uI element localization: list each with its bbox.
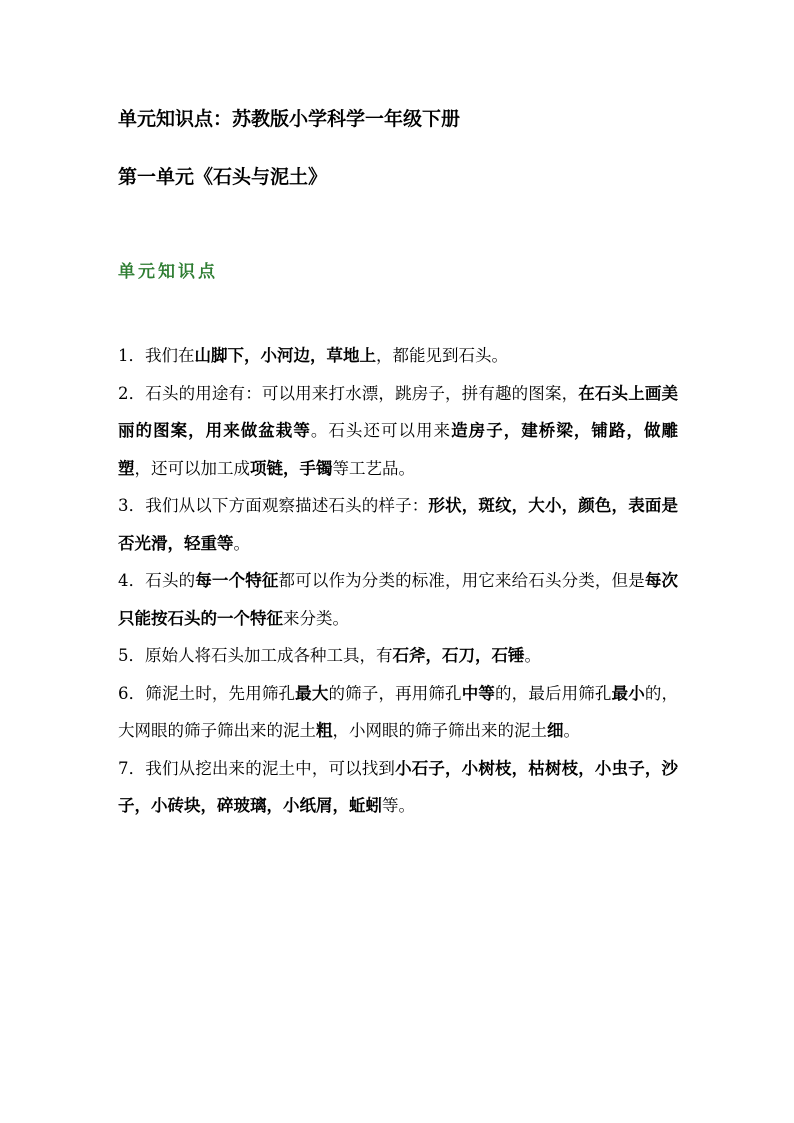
text-segment: 打水漂，跳房子，拼有趣的图案 (328, 383, 562, 403)
knowledge-points-list (118, 337, 678, 825)
text-segment: ， (561, 383, 579, 403)
bold-text-segment: 最小 (611, 683, 645, 703)
section-heading: 单元知识点 (118, 262, 218, 282)
bold-text-segment: 粗 (316, 721, 333, 740)
text-segment: 4．石头的 (118, 571, 196, 590)
bold-text-segment: 形状，斑纹，大小，颜色，表面是否光滑，轻重等 (118, 496, 679, 553)
text-segment: ，还可以加工成 (134, 458, 250, 478)
document-title: 单元知识点：苏教版小学科学一年级下册 (118, 108, 461, 130)
text-segment: 的，大网眼的筛子筛出来的泥土 (118, 683, 679, 740)
knowledge-point (118, 675, 678, 750)
bold-text-segment: 造房子，建桥梁，铺路，做雕塑 (118, 421, 679, 478)
text-segment: 。 (563, 721, 580, 740)
text-segment: 1．我们在 (118, 346, 195, 365)
text-segment: 。 (524, 646, 541, 665)
text-segment: 3．我们从以下方面观察描述石头的样子： (118, 496, 429, 515)
knowledge-point (118, 637, 678, 675)
unit-title: 第一单元《石头与泥土》 (118, 166, 328, 188)
text-segment: 都可以作为分类的标准，用它来给石头分类，但是 (278, 571, 645, 590)
knowledge-point (118, 562, 678, 637)
text-segment: 等。 (382, 796, 415, 815)
text-segment: 2．石头的用途有：可以用来 (118, 383, 329, 403)
bold-text-segment: 小石子，小树枝，枯树枝，小虫子，沙子，小砖块，碎玻璃，小纸屑，蚯蚓 (118, 758, 679, 815)
bold-text-segment: 在石头上画美丽的图案，用来做盆栽等 (118, 383, 679, 440)
text-segment: 的筛子，再用筛孔 (328, 683, 462, 703)
text-segment: 等工艺品。 (332, 458, 415, 478)
text-segment: 6．筛泥土时，先用筛孔 (118, 683, 296, 703)
text-segment: 5．原始人将石头加工成各种工具，有 (118, 646, 393, 665)
knowledge-point (118, 337, 678, 375)
text-segment: ，小网眼的筛子筛出来的泥土 (332, 721, 547, 740)
bold-text-segment: 石斧，石刀，石锤 (392, 646, 525, 665)
bold-text-segment: 项链，手镯 (250, 458, 333, 478)
text-segment: 7．我们从挖出来的泥土中，可以找到 (118, 758, 396, 778)
knowledge-point (118, 375, 678, 488)
knowledge-point (118, 487, 678, 562)
text-segment: 。石头还可以用来 (310, 421, 452, 440)
bold-text-segment: 每次只能按石头的一个特征 (118, 571, 679, 628)
bold-text-segment: 细 (547, 721, 564, 740)
text-segment: 。 (233, 533, 250, 553)
bold-text-segment: 每一个特征 (195, 571, 279, 590)
bold-text-segment: 最大 (295, 683, 329, 703)
bold-text-segment: 中等 (461, 683, 496, 703)
text-segment: ，都能见到石头。 (376, 346, 508, 365)
text-segment: 的，最后用筛孔 (495, 683, 612, 703)
bold-text-segment: 山脚下，小河边，草地上 (194, 346, 376, 365)
text-segment: 来分类。 (283, 608, 349, 628)
knowledge-point (118, 750, 678, 825)
